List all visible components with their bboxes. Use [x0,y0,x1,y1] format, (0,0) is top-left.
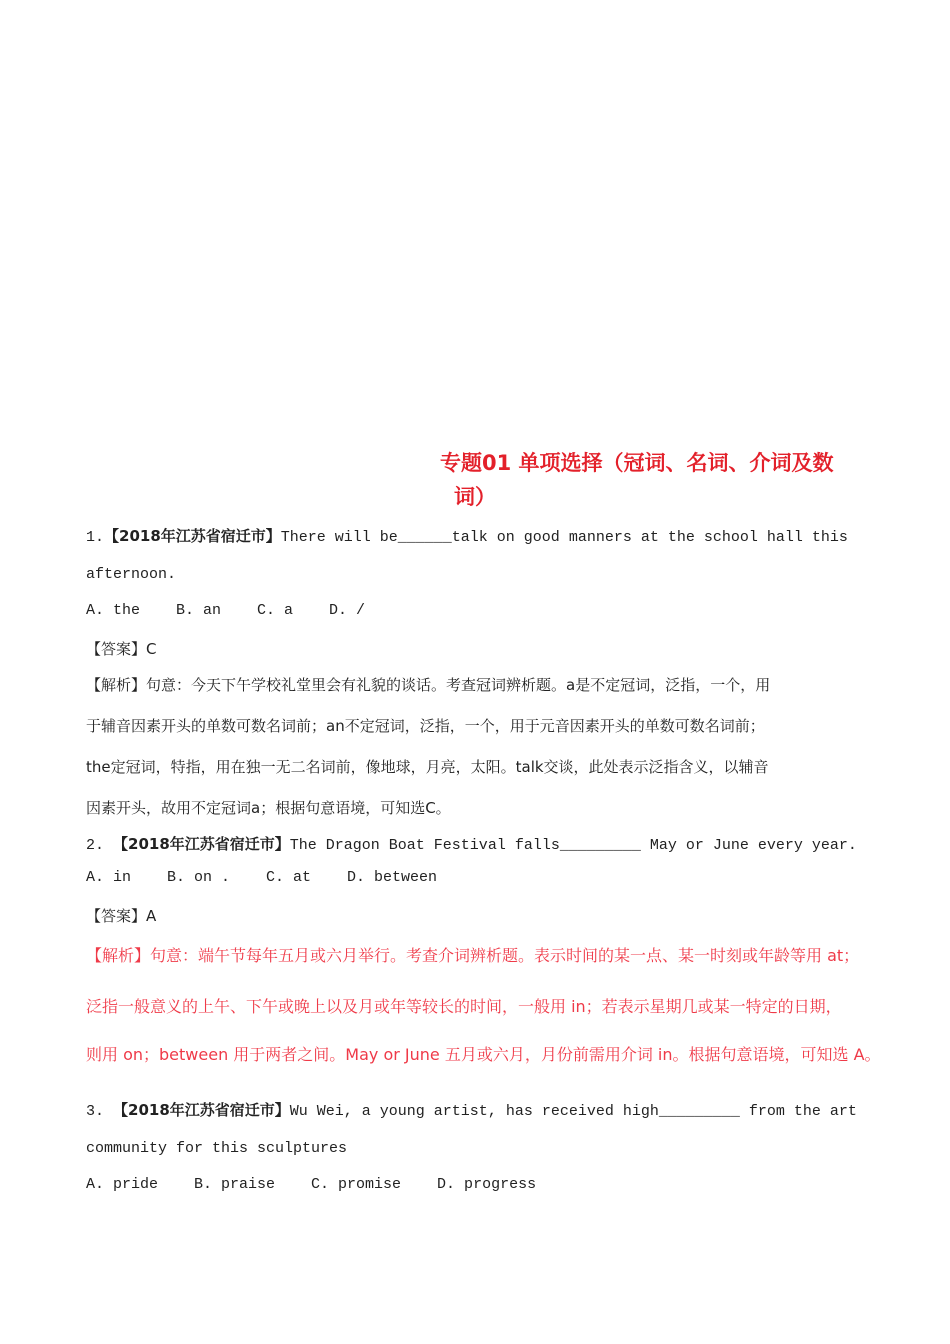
q1-answer: 【答案】C [86,640,157,658]
q1-text-line-1: There will be______talk on good manners at the school hall this [280,529,848,546]
q1-analysis-line-4: 因素开头，故用不定冠词a；根据句意语境，可知选C。 [86,799,451,817]
q2-answer: 【答案】A [86,907,157,925]
q1-source: 【2018年江苏省宿迁市】 [104,527,281,545]
q2-text: The Dragon Boat Festival falls_________ May or June every year. [289,837,857,854]
q1-options: A. the B. an C. a D. / [86,602,366,619]
q3-text-line-1: Wu Wei, a young artist, has received high_________ from the art [289,1103,857,1120]
q2-analysis-line-3: 则用 on；between 用于两者之间。May or June 五月或六月，月份前需用介词 in。根据句意语境，可知选 A。 [86,1045,881,1064]
q2-stem: 2. 【2018年江苏省宿迁市】The Dragon Boat Festival falls_________ May or June every year. [86,835,857,854]
page-title [440,446,880,514]
q2-source: 【2018年江苏省宿迁市】 [113,835,290,853]
q1-stem: 1.【2018年江苏省宿迁市】There will be______talk on good manners at the school hall this [86,527,848,546]
q1-analysis-line-2: 于辅音因素开头的单数可数名词前；an不定冠词，泛指，一个，用于元音因素开头的单数可数名词前； [86,717,765,735]
q2-analysis-line-1: 【解析】句意：端午节每年五月或六月举行。考查介词辨析题。表示时间的某一点、某一时刻或年龄等用 at； [86,946,860,965]
q3-stem: 3. 【2018年江苏省宿迁市】Wu Wei, a young artist, has received high_________ from the art [86,1101,857,1120]
q2-options: A. in B. on . C. at D. between [86,869,438,886]
q1-text-line-2: afternoon. [86,566,177,583]
q3-options: A. pride B. praise C. promise D. progress [86,1176,537,1193]
q2-analysis-line-2: 泛指一般意义的上午、下午或晚上以及月或年等较长的时间，一般用 in；若表示星期几或某一特定的日期， [86,997,842,1016]
title-line-1: 专题01 单项选择（冠词、名词、介词及数 [440,451,834,475]
q1-analysis-line-1: 【解析】句意：今天下午学校礼堂里会有礼貌的谈话。考查冠词辨析题。a是不定冠词，泛指，一个，用 [86,676,771,694]
title-line-2: 词） [454,485,496,509]
q1-analysis-line-3: the定冠词，特指，用在独一无二名词前，像地球，月亮，太阳。talk交谈，此处表示泛指含义，以辅音 [86,758,769,776]
q3-text-line-2: community for this sculptures [86,1140,348,1157]
q3-source: 【2018年江苏省宿迁市】 [113,1101,290,1119]
